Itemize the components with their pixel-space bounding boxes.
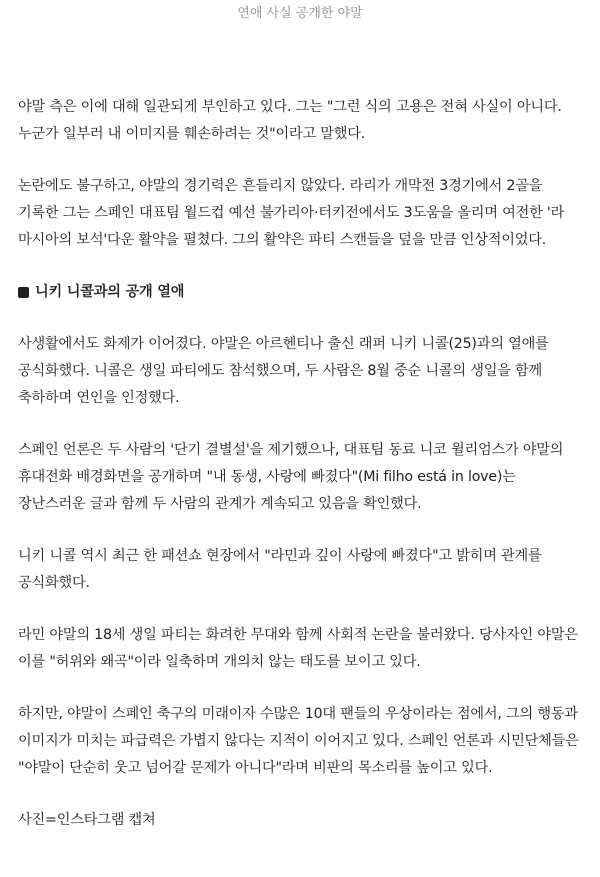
- section-subheading: [18, 279, 584, 306]
- paragraph: 하지만, 야말이 스페인 축구의 미래이자 수많은 10대 팬들의 우상이라는 점에서, 그의 행동과 이미지가 미치는 파급력은 가볍지 않다는 지적이 이어지고 있다. 스페인 언론과 시민단체들은 "야말이 단순히 웃고 넘어갈 문제가 아니다"라며 비판의 목소리를 높이고 있다.: [18, 706, 579, 776]
- paragraph: 야말 측은 이에 대해 일관되게 부인하고 있다. 그는 "그런 식의 고용은 전혀 사실이 아니다. 누군가 일부러 내 이미지를 훼손하려는 것"이라고 말했다.: [18, 99, 562, 142]
- photo-credit: 사진=인스타그램 캡쳐: [18, 812, 156, 828]
- article-body: [18, 94, 584, 834]
- paragraph: 논란에도 불구하고, 야말의 경기력은 흔들리지 않았다. 라리가 개막전 3경기에서 2골을 기록한 그는 스페인 대표팀 월드컵 예선 불가리아·터키전에서도 3도움을 올리며 여전한 '라 마시아의 보석'다운 활약을 펼쳤다. 그의 활약은 파티 스캔들을 덮을 만큼 인상적이었다.: [18, 178, 565, 248]
- black-square-icon: [18, 287, 29, 298]
- paragraph: 니키 니콜 역시 최근 한 패션쇼 현장에서 "라민과 깊이 사랑에 빠졌다"고 밝히며 관계를 공식화했다.: [18, 548, 542, 591]
- subheading-text: 니키 니콜과의 공개 열애: [35, 284, 185, 300]
- paragraph: 라민 야말의 18세 생일 파티는 화려한 무대와 함께 사회적 논란을 불러왔다. 당사자인 야말은 이를 "허위와 왜곡"이라 일축하며 개의치 않는 태도를 보이고 있다.: [18, 627, 578, 670]
- paragraph: 스페인 언론은 두 사람의 '단기 결별설'을 제기했으나, 대표팀 동료 니코 윌리엄스가 야말의 휴대전화 배경화면을 공개하며 "내 동생, 사랑에 빠졌다"(Mi filho está in love)는 장난스러운 글과 함께 두 사람의 관계가 계속되고 있음을 확인했다.: [18, 442, 564, 512]
- image-caption: 연애 사실 공개한 야말: [237, 6, 363, 21]
- paragraph: 사생활에서도 화제가 이어졌다. 야말은 아르헨티나 출신 래퍼 니키 니콜(25)과의 열애를 공식화했다. 니콜은 생일 파티에도 참석했으며, 두 사람은 8월 중순 니콜의 생일을 함께 축하하며 연인을 인정했다.: [18, 336, 549, 406]
